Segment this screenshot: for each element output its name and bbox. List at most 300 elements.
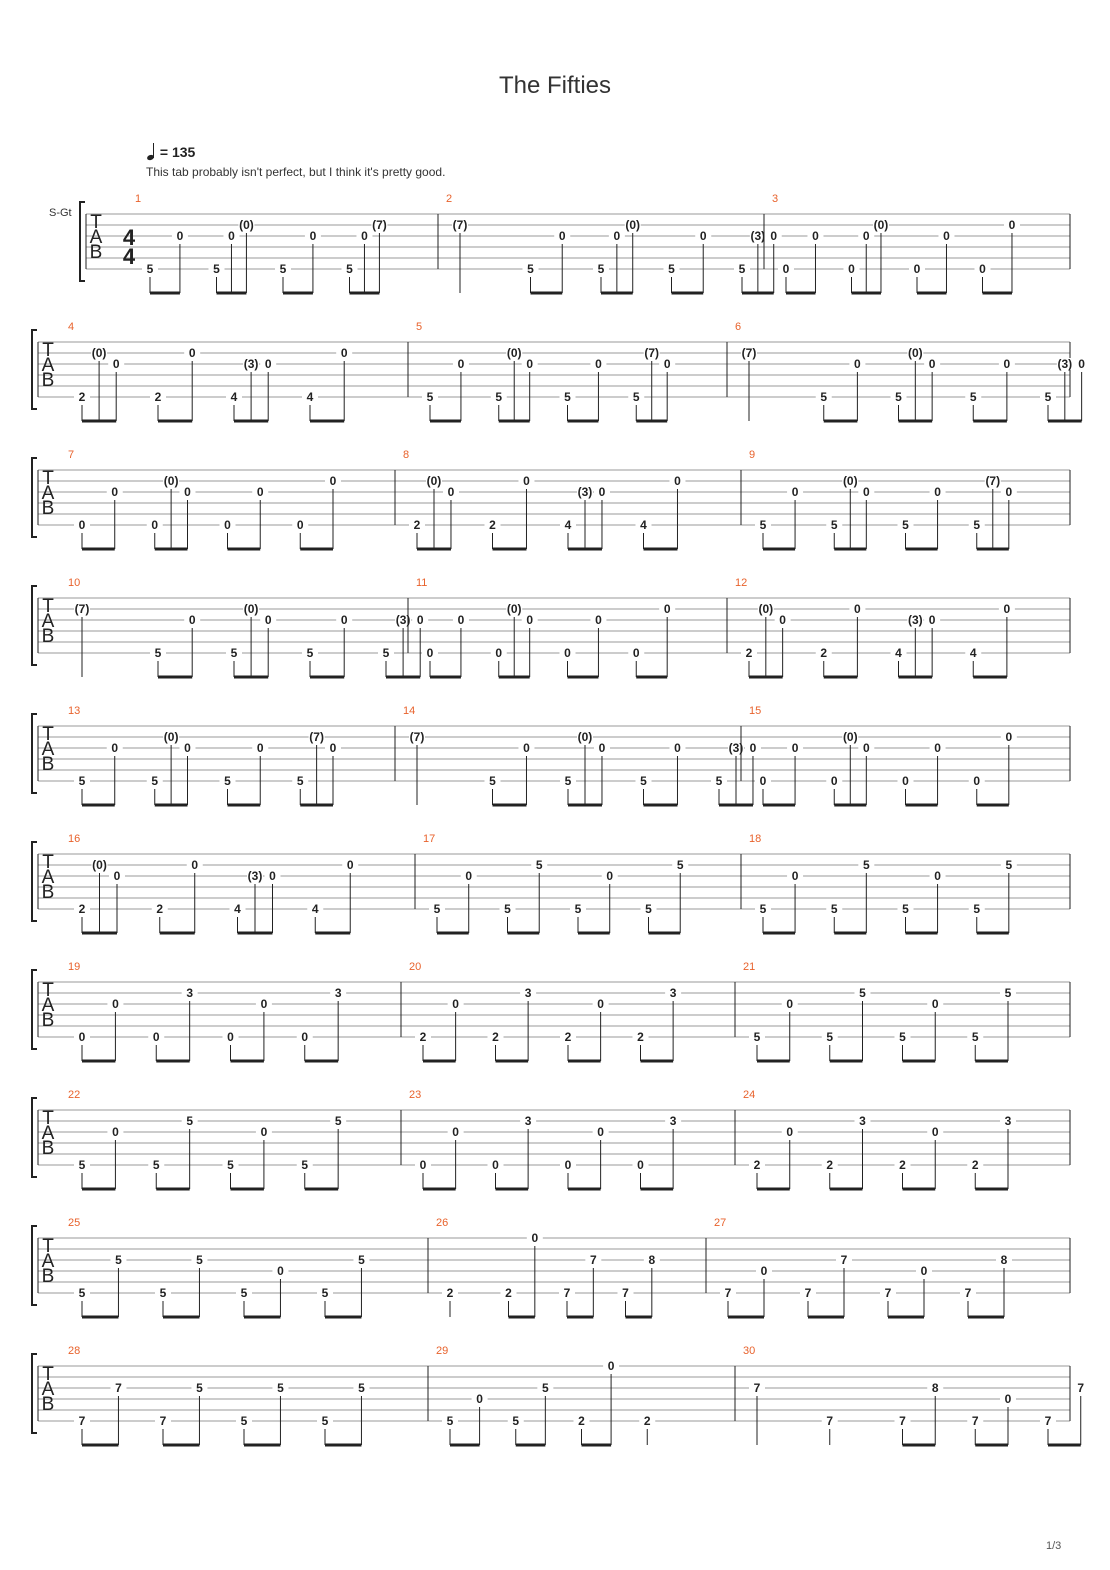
fret-number: 2 bbox=[78, 390, 86, 404]
tab-system bbox=[32, 705, 1070, 805]
fret-number: 5 bbox=[186, 1114, 194, 1128]
fret-number: 2 bbox=[419, 1030, 427, 1044]
fret-number: 8 bbox=[931, 1381, 939, 1395]
measure-number: 10 bbox=[68, 577, 81, 589]
fret-number: (3) bbox=[907, 613, 923, 627]
fret-number: 0 bbox=[595, 357, 602, 371]
tab-clef-letter: B bbox=[41, 1266, 55, 1287]
fret-number: 0 bbox=[1008, 218, 1016, 232]
fret-number: 0 bbox=[674, 741, 681, 755]
fret-number: 5 bbox=[1005, 858, 1013, 872]
fret-number: 0 bbox=[902, 774, 909, 788]
measure-number: 29 bbox=[436, 1345, 449, 1357]
tab-clef-letter: T bbox=[42, 852, 54, 873]
tab-system bbox=[32, 321, 1090, 421]
fret-number: 0 bbox=[191, 858, 199, 872]
fret-number: 0 bbox=[934, 485, 941, 499]
fret-number: 0 bbox=[523, 741, 530, 755]
fret-number: 5 bbox=[426, 390, 434, 404]
fret-number: 5 bbox=[154, 646, 162, 660]
measure-number: 30 bbox=[743, 1345, 756, 1357]
system-bracket bbox=[32, 1226, 37, 1305]
fret-number: 4 bbox=[564, 518, 572, 532]
fret-number: 5 bbox=[296, 774, 304, 788]
fret-number: 2 bbox=[564, 1030, 572, 1044]
measure-number: 3 bbox=[772, 193, 779, 205]
fret-number: 0 bbox=[476, 1392, 483, 1406]
tab-clef-letter: B bbox=[41, 626, 55, 647]
fret-number: (0) bbox=[625, 218, 641, 232]
fret-number: 7 bbox=[589, 1253, 597, 1267]
fret-number: 0 bbox=[934, 869, 941, 883]
fret-number: 0 bbox=[1004, 1392, 1012, 1406]
fret-number: 3 bbox=[524, 986, 532, 1000]
tab-system bbox=[32, 449, 1070, 549]
fret-number: 5 bbox=[535, 858, 543, 872]
fret-number: 5 bbox=[152, 1158, 160, 1172]
fret-number: 5 bbox=[820, 390, 828, 404]
fret-number: 4 bbox=[234, 902, 241, 916]
fret-number: 0 bbox=[113, 869, 121, 883]
fret-number: 0 bbox=[749, 741, 757, 755]
fret-number: 2 bbox=[820, 646, 828, 660]
fret-number: 0 bbox=[465, 869, 473, 883]
fret-number: 5 bbox=[78, 1158, 86, 1172]
fret-number: 5 bbox=[668, 262, 675, 276]
fret-number: 0 bbox=[452, 1125, 459, 1139]
fret-number: 0 bbox=[779, 613, 786, 627]
fret-number: 5 bbox=[358, 1253, 365, 1267]
fret-number: (0) bbox=[426, 474, 442, 488]
fret-number: 2 bbox=[899, 1158, 906, 1172]
fret-number: 0 bbox=[277, 1264, 284, 1278]
fret-number: 0 bbox=[111, 741, 119, 755]
fret-number: 0 bbox=[78, 518, 86, 532]
fret-number: 0 bbox=[597, 1125, 604, 1139]
fret-number: 0 bbox=[329, 474, 337, 488]
fret-number: 0 bbox=[224, 518, 231, 532]
tab-comment: This tab probably isn't perfect, but I think it's pretty good. bbox=[146, 165, 446, 179]
fret-number: (7) bbox=[452, 218, 468, 232]
tab-clef-letter: A bbox=[41, 355, 55, 376]
fret-number: (7) bbox=[74, 602, 90, 616]
measure bbox=[395, 705, 761, 805]
tab-clef-letter: A bbox=[41, 1379, 55, 1400]
measure bbox=[68, 321, 352, 421]
tab-clef-letter: A bbox=[41, 739, 55, 760]
fret-number: 2 bbox=[578, 1414, 585, 1428]
fret-number: 2 bbox=[446, 1286, 454, 1300]
fret-number: 5 bbox=[738, 262, 746, 276]
fret-number: 0 bbox=[854, 602, 861, 616]
fret-number: 5 bbox=[159, 1286, 167, 1300]
page-number: 1/3 bbox=[1046, 1540, 1062, 1552]
fret-number: 0 bbox=[760, 1264, 768, 1278]
fret-number: 0 bbox=[523, 474, 530, 488]
fret-number: 4 bbox=[306, 390, 314, 404]
fret-number: (0) bbox=[842, 474, 858, 488]
fret-number: 0 bbox=[329, 741, 337, 755]
fret-number: 0 bbox=[632, 646, 640, 660]
fret-number: (3) bbox=[243, 357, 259, 371]
fret-number: 0 bbox=[1003, 602, 1011, 616]
fret-number: 5 bbox=[358, 1381, 365, 1395]
fret-number: 5 bbox=[446, 1414, 454, 1428]
fret-number: 0 bbox=[928, 357, 936, 371]
fret-number: 0 bbox=[597, 997, 604, 1011]
measure bbox=[438, 193, 782, 293]
fret-number: 5 bbox=[277, 1381, 284, 1395]
measure bbox=[408, 577, 675, 677]
fret-number: 3 bbox=[334, 986, 342, 1000]
fret-number: 5 bbox=[830, 902, 838, 916]
measure bbox=[68, 833, 358, 933]
fret-number: 0 bbox=[340, 613, 348, 627]
fret-number: 5 bbox=[279, 262, 287, 276]
fret-number: 0 bbox=[296, 518, 304, 532]
measure-number: 23 bbox=[409, 1089, 422, 1101]
fret-number: 0 bbox=[931, 997, 939, 1011]
fret-number: 0 bbox=[663, 602, 671, 616]
fret-number: 0 bbox=[786, 1125, 794, 1139]
fret-number: 0 bbox=[447, 485, 455, 499]
fret-number: (0) bbox=[577, 730, 593, 744]
tab-clef-letter: T bbox=[90, 212, 102, 233]
fret-number: 5 bbox=[512, 1414, 520, 1428]
tab-clef-letter: B bbox=[41, 1138, 55, 1159]
tab-clef-letter: T bbox=[42, 468, 54, 489]
measure-number: 16 bbox=[68, 833, 81, 845]
measure bbox=[727, 321, 1090, 421]
fret-number: 0 bbox=[492, 1158, 499, 1172]
fret-number: (0) bbox=[907, 346, 923, 360]
fret-number: 0 bbox=[663, 357, 671, 371]
fret-number: (3) bbox=[577, 485, 593, 499]
fret-number: 5 bbox=[146, 262, 154, 276]
fret-number: 0 bbox=[188, 613, 196, 627]
fret-number: (7) bbox=[372, 218, 387, 232]
fret-number: 0 bbox=[184, 485, 191, 499]
fret-number: 5 bbox=[597, 262, 605, 276]
measure bbox=[415, 833, 688, 933]
tab-clef-letter: T bbox=[42, 1236, 54, 1257]
fret-number: 3 bbox=[859, 1114, 866, 1128]
measure-number: 8 bbox=[403, 449, 410, 461]
fret-number: 0 bbox=[419, 1158, 427, 1172]
fret-number: 3 bbox=[524, 1114, 532, 1128]
fret-number: 3 bbox=[669, 986, 677, 1000]
tab-clef-letter: T bbox=[42, 596, 54, 617]
tab-clef-letter: A bbox=[41, 1251, 55, 1272]
fret-number: 3 bbox=[1004, 1114, 1012, 1128]
fret-number: 0 bbox=[931, 1125, 939, 1139]
fret-number: 0 bbox=[920, 1264, 928, 1278]
fret-number: 0 bbox=[228, 229, 235, 243]
tab-system bbox=[32, 577, 1070, 677]
fret-number: 0 bbox=[457, 613, 465, 627]
fret-number: 0 bbox=[256, 485, 264, 499]
fret-number: 2 bbox=[154, 390, 162, 404]
fret-number: 5 bbox=[759, 902, 767, 916]
fret-number: 2 bbox=[156, 902, 164, 916]
fret-number: 5 bbox=[213, 262, 220, 276]
fret-number: 7 bbox=[753, 1381, 761, 1395]
fret-number: 5 bbox=[334, 1114, 342, 1128]
fret-number: 2 bbox=[489, 518, 496, 532]
fret-number: 0 bbox=[973, 774, 981, 788]
fret-number: 5 bbox=[224, 774, 231, 788]
measure-number: 5 bbox=[416, 321, 423, 333]
fret-number: 0 bbox=[112, 997, 119, 1011]
fret-number: 0 bbox=[264, 613, 272, 627]
fret-number: 5 bbox=[227, 1158, 234, 1172]
tab-clef-letter: T bbox=[42, 1364, 54, 1385]
measure bbox=[68, 1089, 346, 1189]
fret-number: 5 bbox=[504, 902, 511, 916]
fret-number: 5 bbox=[495, 390, 503, 404]
fret-number: 7 bbox=[964, 1286, 972, 1300]
fret-number: 5 bbox=[240, 1286, 248, 1300]
fret-number: 3 bbox=[186, 986, 194, 1000]
fret-number: 5 bbox=[899, 1030, 906, 1044]
tab-clef-letter: T bbox=[42, 724, 54, 745]
fret-number: 5 bbox=[301, 1158, 309, 1172]
fret-number: 0 bbox=[862, 741, 870, 755]
measure bbox=[408, 321, 675, 421]
fret-number: 5 bbox=[759, 518, 767, 532]
fret-number: 7 bbox=[159, 1414, 167, 1428]
fret-number: 5 bbox=[541, 1381, 549, 1395]
measure-number: 6 bbox=[735, 321, 742, 333]
measure-number: 22 bbox=[68, 1089, 81, 1101]
fret-number: 2 bbox=[971, 1158, 979, 1172]
system-bracket bbox=[32, 586, 37, 665]
fret-number: 4 bbox=[895, 646, 902, 660]
fret-number: 0 bbox=[759, 774, 767, 788]
system-bracket bbox=[32, 842, 37, 921]
fret-number: 5 bbox=[196, 1253, 203, 1267]
fret-number: 4 bbox=[969, 646, 977, 660]
fret-number: 5 bbox=[321, 1286, 329, 1300]
fret-number: 0 bbox=[1003, 357, 1011, 371]
fret-number: 0 bbox=[301, 1030, 309, 1044]
fret-number: (7) bbox=[409, 730, 425, 744]
fret-number: 5 bbox=[715, 774, 723, 788]
tab-clef-letter: B bbox=[41, 754, 55, 775]
tab-clef-letter: A bbox=[41, 867, 55, 888]
system-bracket bbox=[32, 458, 37, 537]
fret-number: (3) bbox=[247, 869, 263, 883]
measure bbox=[135, 193, 387, 293]
fret-number: 5 bbox=[527, 262, 534, 276]
tab-clef-letter: A bbox=[89, 227, 103, 248]
tab-clef-letter: T bbox=[42, 980, 54, 1001]
measure-number: 20 bbox=[409, 961, 422, 973]
fret-number: 0 bbox=[151, 518, 159, 532]
fret-number: 5 bbox=[676, 858, 684, 872]
fret-number: 5 bbox=[306, 646, 314, 660]
fret-number: (3) bbox=[1057, 357, 1073, 371]
fret-number: 0 bbox=[607, 1359, 615, 1373]
fret-number: 8 bbox=[1000, 1253, 1008, 1267]
fret-number: 0 bbox=[152, 1030, 160, 1044]
fret-number: 0 bbox=[606, 869, 614, 883]
fret-number: 7 bbox=[899, 1414, 906, 1428]
fret-number: 0 bbox=[782, 262, 790, 276]
measure-number: 21 bbox=[743, 961, 756, 973]
fret-number: 0 bbox=[495, 646, 503, 660]
tab-clef-letter: A bbox=[41, 1123, 55, 1144]
fret-number: 0 bbox=[791, 869, 799, 883]
fret-number: (3) bbox=[395, 613, 411, 627]
fret-number: 5 bbox=[78, 1286, 86, 1300]
fret-number: 5 bbox=[969, 390, 977, 404]
fret-number: (0) bbox=[91, 346, 107, 360]
tab-clef-letter: B bbox=[41, 882, 55, 903]
measure-number: 14 bbox=[403, 705, 416, 717]
track-name: S-Gt bbox=[49, 207, 72, 219]
fret-number: 0 bbox=[928, 613, 936, 627]
fret-number: (0) bbox=[842, 730, 858, 744]
fret-number: 0 bbox=[613, 229, 621, 243]
fret-number: 7 bbox=[563, 1286, 571, 1300]
tab-clef-letter: T bbox=[42, 340, 54, 361]
fret-number: 5 bbox=[862, 858, 870, 872]
time-signature-top: 4 bbox=[122, 225, 136, 250]
measure-number: 17 bbox=[423, 833, 436, 845]
fret-number: 0 bbox=[526, 357, 534, 371]
measure-number: 18 bbox=[749, 833, 762, 845]
system-bracket bbox=[80, 202, 85, 281]
fret-number: 2 bbox=[78, 902, 86, 916]
measure-number: 12 bbox=[735, 577, 748, 589]
fret-number: 5 bbox=[382, 646, 390, 660]
measure bbox=[764, 193, 1020, 293]
measure bbox=[706, 1217, 1012, 1317]
fret-number: 0 bbox=[862, 229, 870, 243]
fret-number: 7 bbox=[884, 1286, 892, 1300]
fret-number: 0 bbox=[674, 474, 681, 488]
fret-number: 0 bbox=[531, 1231, 539, 1245]
measure bbox=[735, 961, 1016, 1061]
measure-number: 1 bbox=[135, 193, 142, 205]
fret-number: 7 bbox=[1077, 1381, 1085, 1395]
measure bbox=[68, 1345, 369, 1445]
fret-number: 0 bbox=[340, 346, 348, 360]
measure bbox=[395, 449, 685, 549]
tab-system bbox=[32, 1345, 1089, 1445]
fret-number: 5 bbox=[115, 1253, 122, 1267]
measure-number: 24 bbox=[743, 1089, 756, 1101]
fret-number: 5 bbox=[346, 262, 353, 276]
fret-number: 5 bbox=[859, 986, 866, 1000]
fret-number: 0 bbox=[112, 357, 120, 371]
tab-system bbox=[32, 833, 1070, 933]
fret-number: 0 bbox=[637, 1158, 644, 1172]
fret-number: (7) bbox=[644, 346, 660, 360]
fret-number: 2 bbox=[745, 646, 753, 660]
fret-number: 0 bbox=[786, 997, 794, 1011]
fret-number: 0 bbox=[564, 646, 571, 660]
fret-number: 0 bbox=[112, 1125, 119, 1139]
fret-number: 4 bbox=[640, 518, 647, 532]
fret-number: 0 bbox=[699, 229, 707, 243]
fret-number: (0) bbox=[163, 730, 179, 744]
system-bracket bbox=[32, 1354, 37, 1433]
system-bracket bbox=[32, 970, 37, 1049]
fret-number: (0) bbox=[873, 218, 889, 232]
fret-number: 5 bbox=[971, 1030, 979, 1044]
fret-number: 2 bbox=[637, 1030, 644, 1044]
tab-system bbox=[80, 193, 1070, 293]
measure bbox=[68, 705, 341, 805]
song-title: The Fifties bbox=[498, 72, 612, 99]
fret-number: 7 bbox=[804, 1286, 812, 1300]
fret-number: 0 bbox=[426, 646, 434, 660]
system-bracket bbox=[32, 1098, 37, 1177]
fret-number: 5 bbox=[895, 390, 902, 404]
measure-number: 13 bbox=[68, 705, 81, 717]
fret-number: 0 bbox=[188, 346, 196, 360]
tab-clef-letter: B bbox=[41, 498, 55, 519]
measure bbox=[735, 1345, 1089, 1445]
fret-number: (7) bbox=[309, 730, 324, 744]
tab-system bbox=[32, 1217, 1070, 1317]
fret-number: 5 bbox=[753, 1030, 761, 1044]
measure-number: 27 bbox=[714, 1217, 727, 1229]
fret-number: 0 bbox=[862, 485, 870, 499]
fret-number: (7) bbox=[985, 474, 1001, 488]
fret-number: 0 bbox=[812, 229, 819, 243]
measure-number: 26 bbox=[436, 1217, 449, 1229]
fret-number: 5 bbox=[902, 518, 909, 532]
fret-number: 5 bbox=[830, 518, 838, 532]
fret-number: 5 bbox=[645, 902, 652, 916]
fret-number: 5 bbox=[489, 774, 496, 788]
fret-number: 0 bbox=[598, 485, 606, 499]
fret-number: 5 bbox=[826, 1030, 834, 1044]
system-bracket bbox=[32, 714, 37, 793]
fret-number: 7 bbox=[826, 1414, 834, 1428]
fret-number: 0 bbox=[457, 357, 465, 371]
fret-number: 4 bbox=[230, 390, 238, 404]
fret-number: 0 bbox=[1078, 357, 1085, 371]
fret-number: 5 bbox=[574, 902, 582, 916]
fret-number: 2 bbox=[492, 1030, 499, 1044]
fret-number: 7 bbox=[840, 1253, 848, 1267]
fret-number: (3) bbox=[728, 741, 744, 755]
measure-number: 11 bbox=[416, 577, 428, 589]
tab-clef-letter: B bbox=[41, 1394, 55, 1415]
fret-number: 2 bbox=[753, 1158, 761, 1172]
fret-number: 0 bbox=[526, 613, 534, 627]
fret-number: 0 bbox=[770, 229, 778, 243]
measure-number: 28 bbox=[68, 1345, 81, 1357]
fret-number: 0 bbox=[176, 229, 184, 243]
fret-number: 0 bbox=[111, 485, 119, 499]
fret-number: 5 bbox=[973, 518, 981, 532]
fret-number: 5 bbox=[632, 390, 640, 404]
fret-number: (7) bbox=[741, 346, 757, 360]
fret-number: (0) bbox=[92, 858, 107, 872]
fret-number: 5 bbox=[78, 774, 86, 788]
fret-number: 0 bbox=[913, 262, 921, 276]
fret-number: 0 bbox=[184, 741, 191, 755]
system-bracket bbox=[32, 330, 37, 409]
fret-number: 5 bbox=[321, 1414, 329, 1428]
fret-number: 0 bbox=[791, 485, 799, 499]
fret-number: 0 bbox=[227, 1030, 234, 1044]
